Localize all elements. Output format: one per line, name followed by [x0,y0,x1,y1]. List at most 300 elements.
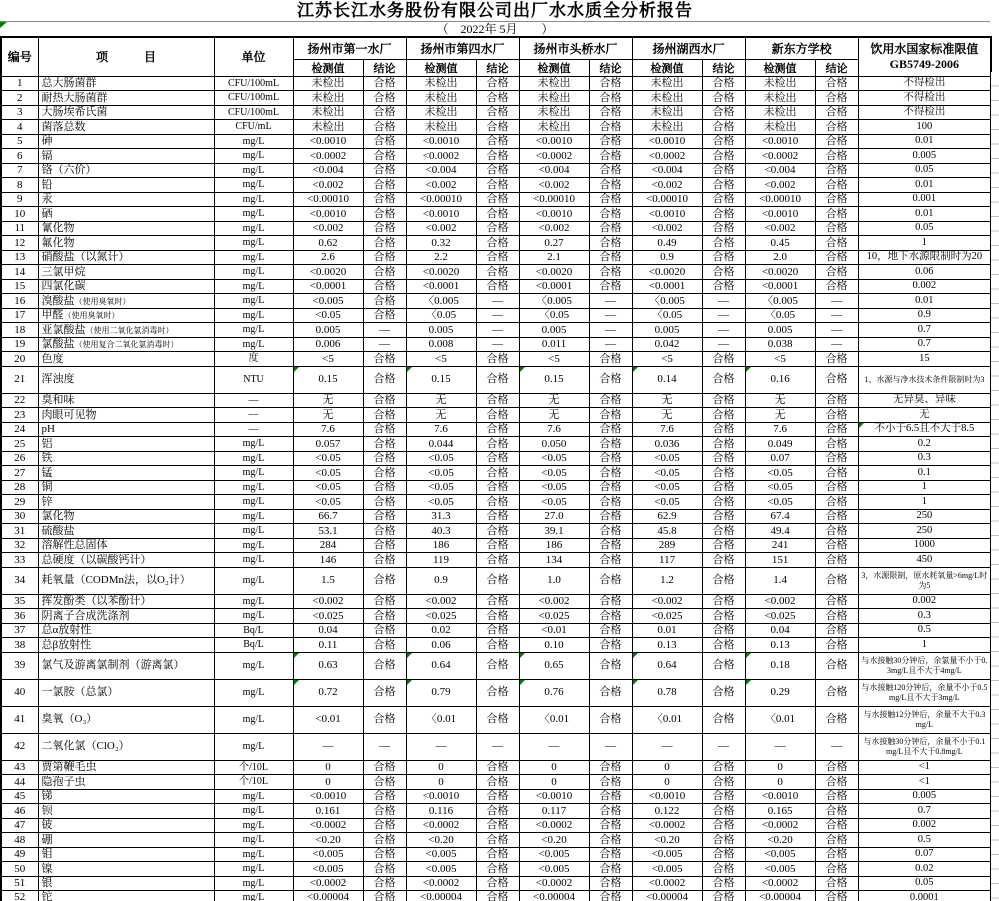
cell-item: 总α放射性 [38,623,214,638]
cell-conclusion: 合格 [589,393,632,408]
cell-value: <0.20 [745,833,815,848]
cell-no: 52 [1,891,38,901]
cell-value: <5 [519,352,589,367]
cell-no: 38 [1,638,38,653]
cell-value: 〈0.05 [745,308,815,323]
cell-value: 无 [293,393,363,408]
cell-unit: mg/L [214,308,293,323]
cell-value: <0.05 [406,466,476,481]
cell-conclusion: 合格 [589,366,632,393]
table-row [1,105,991,120]
cell-value: 0.02 [406,623,476,638]
cell-conclusion: 合格 [363,538,406,553]
cell-value: 0.45 [745,236,815,251]
cell-item: 溴酸盐（使用臭氧时） [38,294,214,309]
cell-value: 40.3 [406,524,476,539]
cell-conclusion: 合格 [815,524,858,539]
cell-conclusion: 合格 [476,804,519,819]
cell-unit: mg/L [214,804,293,819]
cell-value: <0.05 [519,495,589,510]
cell-value: 0.15 [406,366,476,393]
cell-no: 50 [1,862,38,877]
cell-value: 0.01 [632,623,702,638]
table-row [1,265,991,280]
cell-value: 0 [632,760,702,775]
cell-conclusion: 合格 [589,265,632,280]
cell-conclusion: 合格 [815,451,858,466]
table-row [1,422,991,437]
table-row [1,163,991,178]
cell-conclusion: 合格 [815,393,858,408]
cell-conclusion: 合格 [702,495,745,510]
cell-value: 无 [745,393,815,408]
cell-item: 臭和味 [38,393,214,408]
cell-value: <0.004 [406,163,476,178]
table-row [1,393,991,408]
cell-no: 30 [1,509,38,524]
cell-no: 34 [1,567,38,594]
cell-no: 11 [1,221,38,236]
cell-value: 284 [293,538,363,553]
cell-item: 锑 [38,789,214,804]
table-row [1,308,991,323]
cell-conclusion: 合格 [815,706,858,733]
cell-conclusion: 合格 [476,236,519,251]
cell-value: <0.025 [293,609,363,624]
cell-value: 289 [632,538,702,553]
cell-value: 未检出 [519,120,589,135]
cell-conclusion: 合格 [476,105,519,120]
cell-value: 0.76 [519,679,589,706]
comment-marker-icon [633,367,638,372]
cell-item: 总大肠菌群 [38,76,214,91]
cell-value: <0.0001 [745,279,815,294]
cell-conclusion: 合格 [815,847,858,862]
cell-conclusion: 合格 [476,134,519,149]
cell-value: <0.004 [293,163,363,178]
cell-value: <0.20 [406,833,476,848]
cell-value: 0.78 [632,679,702,706]
cell-item: 氯气及游离氯制剂（游离氯） [38,652,214,679]
cell-value: <0.0010 [632,207,702,222]
cell-limit: 0.07 [858,847,991,862]
cell-conclusion: 合格 [363,891,406,901]
cell-conclusion: 合格 [476,623,519,638]
cell-conclusion: 合格 [589,149,632,164]
cell-conclusion: 合格 [702,804,745,819]
cell-value: 未检出 [632,105,702,120]
cell-value: <0.0002 [293,876,363,891]
cell-value: <0.002 [406,178,476,193]
cell-value: <0.004 [745,163,815,178]
cell-limit: 与水接触120分钟后，余量不小于0.5mg/L且不大于3mg/L [858,679,991,706]
cell-value: 0.165 [745,804,815,819]
cell-conclusion: 合格 [815,192,858,207]
cell-conclusion: 合格 [815,120,858,135]
cell-unit: mg/L [214,538,293,553]
cell-value: 〈0.005 [632,294,702,309]
cell-limit: 不得检出 [858,91,991,106]
cell-item: 隐孢子虫 [38,775,214,790]
cell-conclusion: 合格 [363,422,406,437]
cell-item: 氟化物 [38,236,214,251]
cell-conclusion: 合格 [815,652,858,679]
cell-conclusion: 合格 [702,366,745,393]
cell-value: 0.07 [745,451,815,466]
cell-no: 47 [1,818,38,833]
cell-conclusion: 合格 [589,352,632,367]
cell-conclusion: 合格 [815,221,858,236]
cell-conclusion: 合格 [815,105,858,120]
cell-value: 119 [406,553,476,568]
cell-conclusion: — [476,337,519,352]
cell-value: 0.65 [519,652,589,679]
cell-value: <0.0010 [632,134,702,149]
cell-conclusion: 合格 [476,789,519,804]
cell-value: 0.117 [519,804,589,819]
cell-limit: 3，水源限制，原水耗氧量>6mg/L时为5 [858,567,991,594]
cell-value: <0.0010 [293,207,363,222]
cell-item: 菌落总数 [38,120,214,135]
cell-unit: mg/L [214,706,293,733]
cell-conclusion: — [589,733,632,760]
col-header-item: 项 目 [38,37,214,76]
cell-value: <0.05 [745,466,815,481]
cell-value: <0.0002 [519,818,589,833]
cell-value: 1.4 [745,567,815,594]
cell-no: 32 [1,538,38,553]
cell-limit: 1000 [858,538,991,553]
table-row [1,760,991,775]
cell-conclusion: — [702,323,745,338]
cell-value: <0.005 [632,847,702,862]
cell-no: 2 [1,91,38,106]
cell-no: 15 [1,279,38,294]
cell-conclusion: 合格 [363,279,406,294]
cell-conclusion: 合格 [363,207,406,222]
cell-value: <0.025 [406,609,476,624]
cell-value: 〈0.05 [632,308,702,323]
cell-value: <0.01 [519,623,589,638]
cell-value: 未检出 [745,76,815,91]
cell-unit: mg/L [214,207,293,222]
cell-no: 35 [1,594,38,609]
cell-no: 46 [1,804,38,819]
cell-value: <0.05 [406,480,476,495]
cell-unit: mg/L [214,609,293,624]
cell-conclusion: 合格 [815,76,858,91]
cell-value: 无 [632,408,702,423]
cell-conclusion: 合格 [363,760,406,775]
comment-marker-icon [520,653,525,658]
cell-conclusion: 合格 [363,509,406,524]
table-row [1,847,991,862]
cell-conclusion: 合格 [702,679,745,706]
cell-conclusion: — [363,733,406,760]
cell-value: 0.64 [632,652,702,679]
cell-conclusion: 合格 [476,279,519,294]
cell-limit: 0.5 [858,833,991,848]
comment-marker-icon [633,653,638,658]
col-header-no: 编号 [1,37,38,76]
cell-value: <5 [745,352,815,367]
cell-limit: 无异臭、异味 [858,393,991,408]
cell-conclusion: 合格 [476,760,519,775]
cell-value: <0.005 [519,862,589,877]
cell-conclusion: 合格 [589,833,632,848]
cell-value: 〈0.05 [406,308,476,323]
cell-conclusion: 合格 [476,352,519,367]
cell-conclusion: 合格 [476,250,519,265]
cell-limit: 与水接触30分钟后，余量不小于0.1mg/L且不大于0.8mg/L [858,733,991,760]
table-row [1,789,991,804]
cell-value: 未检出 [519,105,589,120]
cell-conclusion: 合格 [363,480,406,495]
cell-conclusion: 合格 [589,480,632,495]
cell-value: 0.122 [632,804,702,819]
cell-conclusion: 合格 [589,163,632,178]
cell-conclusion: 合格 [702,833,745,848]
cell-value: 0.11 [293,638,363,653]
cell-conclusion: 合格 [702,594,745,609]
cell-value: <0.05 [632,466,702,481]
cell-conclusion: 合格 [363,393,406,408]
cell-conclusion: 合格 [589,451,632,466]
cell-conclusion: 合格 [363,76,406,91]
cell-conclusion: 合格 [589,178,632,193]
cell-unit: mg/L [214,789,293,804]
cell-conclusion: 合格 [363,105,406,120]
cell-conclusion: 合格 [476,706,519,733]
col-header-plant-3: 扬州市头桥水厂 [519,37,632,59]
cell-no: 16 [1,294,38,309]
cell-value: <0.0020 [519,265,589,280]
table-row [1,178,991,193]
table-row [1,862,991,877]
table-row [1,524,991,539]
cell-unit: mg/L [214,509,293,524]
cell-conclusion: 合格 [815,775,858,790]
cell-conclusion: — [702,294,745,309]
cell-conclusion: 合格 [589,638,632,653]
cell-value: <0.002 [293,594,363,609]
cell-item: 铝 [38,437,214,452]
table-row [1,623,991,638]
cell-unit: mg/L [214,891,293,901]
cell-value: 0.79 [406,679,476,706]
cell-value: 66.7 [293,509,363,524]
cell-value: 未检出 [406,105,476,120]
cell-no: 4 [1,120,38,135]
cell-limit: 不小于6.5且不大于8.5 [858,422,991,437]
cell-limit: 10，地下水源限制时为20 [858,250,991,265]
cell-item: 总β放射性 [38,638,214,653]
cell-conclusion: 合格 [815,437,858,452]
cell-conclusion: 合格 [363,833,406,848]
cell-unit: mg/L [214,236,293,251]
table-row [1,804,991,819]
cell-value: — [632,733,702,760]
cell-value: 0.042 [632,337,702,352]
cell-value: <0.05 [745,480,815,495]
cell-item: 亚氯酸盐（使用二氧化氯消毒时） [38,323,214,338]
cell-value: 49.4 [745,524,815,539]
cell-conclusion: 合格 [589,804,632,819]
comment-marker-icon [633,680,638,685]
cell-conclusion: — [589,323,632,338]
cell-no: 19 [1,337,38,352]
cell-value: 0.15 [519,366,589,393]
cell-conclusion: 合格 [476,408,519,423]
cell-value: <0.05 [406,495,476,510]
cell-value: <0.0001 [406,279,476,294]
cell-limit: 0.01 [858,207,991,222]
cell-item: 浑浊度 [38,366,214,393]
table-row [1,509,991,524]
cell-value: 〈0.005 [406,294,476,309]
cell-limit: 与水接触30分钟后，余氯量不小于0.3mg/L且不大于4mg/L [858,652,991,679]
cell-conclusion: 合格 [589,91,632,106]
cell-value: 0.005 [406,323,476,338]
cell-conclusion: — [702,337,745,352]
cell-conclusion: 合格 [363,862,406,877]
cell-conclusion: 合格 [476,76,519,91]
table-row [1,833,991,848]
cell-conclusion: 合格 [702,876,745,891]
cell-value: <0.20 [632,833,702,848]
cell-value: <0.002 [745,178,815,193]
cell-conclusion: 合格 [476,652,519,679]
table-row [1,495,991,510]
table-row [1,451,991,466]
cell-value: <0.00010 [293,192,363,207]
comment-marker-icon [746,367,751,372]
cell-limit: 1 [858,236,991,251]
cell-conclusion: 合格 [476,366,519,393]
cell-conclusion: — [589,308,632,323]
cell-conclusion: 合格 [476,609,519,624]
cell-conclusion: — [815,733,858,760]
cell-item: 铁 [38,451,214,466]
cell-conclusion: 合格 [363,818,406,833]
cell-no: 21 [1,366,38,393]
cell-conclusion: 合格 [702,279,745,294]
cell-value: 0 [406,760,476,775]
cell-value: <0.00004 [519,891,589,901]
cell-value: <0.0010 [293,134,363,149]
cell-value: 7.6 [519,422,589,437]
cell-conclusion: 合格 [702,221,745,236]
cell-unit: CFU/100mL [214,105,293,120]
cell-no: 6 [1,149,38,164]
cell-value: <0.002 [745,221,815,236]
cell-unit: mg/L [214,652,293,679]
cell-value: <0.0001 [632,279,702,294]
cell-conclusion: 合格 [815,250,858,265]
cell-unit: — [214,408,293,423]
cell-no: 48 [1,833,38,848]
cell-no: 13 [1,250,38,265]
cell-unit: mg/L [214,733,293,760]
cell-value: 无 [293,408,363,423]
cell-limit: <1 [858,775,991,790]
cell-item: 锰 [38,466,214,481]
cell-conclusion: 合格 [476,847,519,862]
cell-item: 大肠埃希氏菌 [38,105,214,120]
cell-item: 氯酸盐（使用复合二氧化氯消毒时） [38,337,214,352]
cell-value: <0.005 [519,847,589,862]
cell-value: <0.0002 [745,818,815,833]
cell-value: 未检出 [293,105,363,120]
cell-value: 45.8 [632,524,702,539]
cell-item: 总硬度（以碳酸钙计） [38,553,214,568]
cell-item: 四氯化碳 [38,279,214,294]
cell-limit: 0.7 [858,337,991,352]
cell-conclusion: 合格 [476,91,519,106]
cell-conclusion: 合格 [476,862,519,877]
cell-unit: mg/L [214,250,293,265]
cell-conclusion: 合格 [815,480,858,495]
cell-value: <0.0010 [406,207,476,222]
cell-unit: — [214,422,293,437]
table-row [1,149,991,164]
cell-conclusion: 合格 [702,466,745,481]
table-row [1,294,991,309]
item-note: （使用臭氧时） [63,311,120,321]
cell-value: 0.72 [293,679,363,706]
cell-limit: 1、水源与净水技术条件限制时为3 [858,366,991,393]
cell-conclusion: 合格 [702,775,745,790]
cell-value: 31.3 [406,509,476,524]
cell-value: 〈0.005 [519,294,589,309]
cell-value: 0.27 [519,236,589,251]
cell-conclusion: 合格 [815,623,858,638]
cell-value: 7.6 [745,422,815,437]
cell-unit: mg/L [214,567,293,594]
cell-limit: 0.005 [858,789,991,804]
cell-conclusion: 合格 [363,638,406,653]
cell-value: 117 [632,553,702,568]
cell-limit: 0.3 [858,609,991,624]
cell-conclusion: 合格 [363,706,406,733]
cell-limit: 无 [858,408,991,423]
cell-value: <0.0002 [632,876,702,891]
cell-conclusion: 合格 [702,451,745,466]
cell-conclusion: 合格 [476,192,519,207]
cell-conclusion: — [589,337,632,352]
cell-conclusion: 合格 [363,91,406,106]
cell-limit: 0.05 [858,876,991,891]
cell-value: <5 [632,352,702,367]
cell-value: <0.05 [632,451,702,466]
cell-value: 0.63 [293,652,363,679]
cell-value: — [406,733,476,760]
cell-conclusion: 合格 [589,76,632,91]
cell-item: 贾第鞭毛虫 [38,760,214,775]
cell-conclusion: 合格 [363,594,406,609]
cell-value: <0.002 [519,178,589,193]
cell-value: <0.0002 [519,149,589,164]
cell-conclusion: 合格 [363,163,406,178]
cell-item: 铍 [38,818,214,833]
cell-value: 0 [519,775,589,790]
cell-limit: 与水接触12分钟后，余量不大于0.3mg/L [858,706,991,733]
cell-conclusion: 合格 [589,760,632,775]
table-row [1,192,991,207]
col-subheader-value-2: 检测值 [406,59,476,76]
cell-value: <0.20 [293,833,363,848]
cell-conclusion: 合格 [476,679,519,706]
